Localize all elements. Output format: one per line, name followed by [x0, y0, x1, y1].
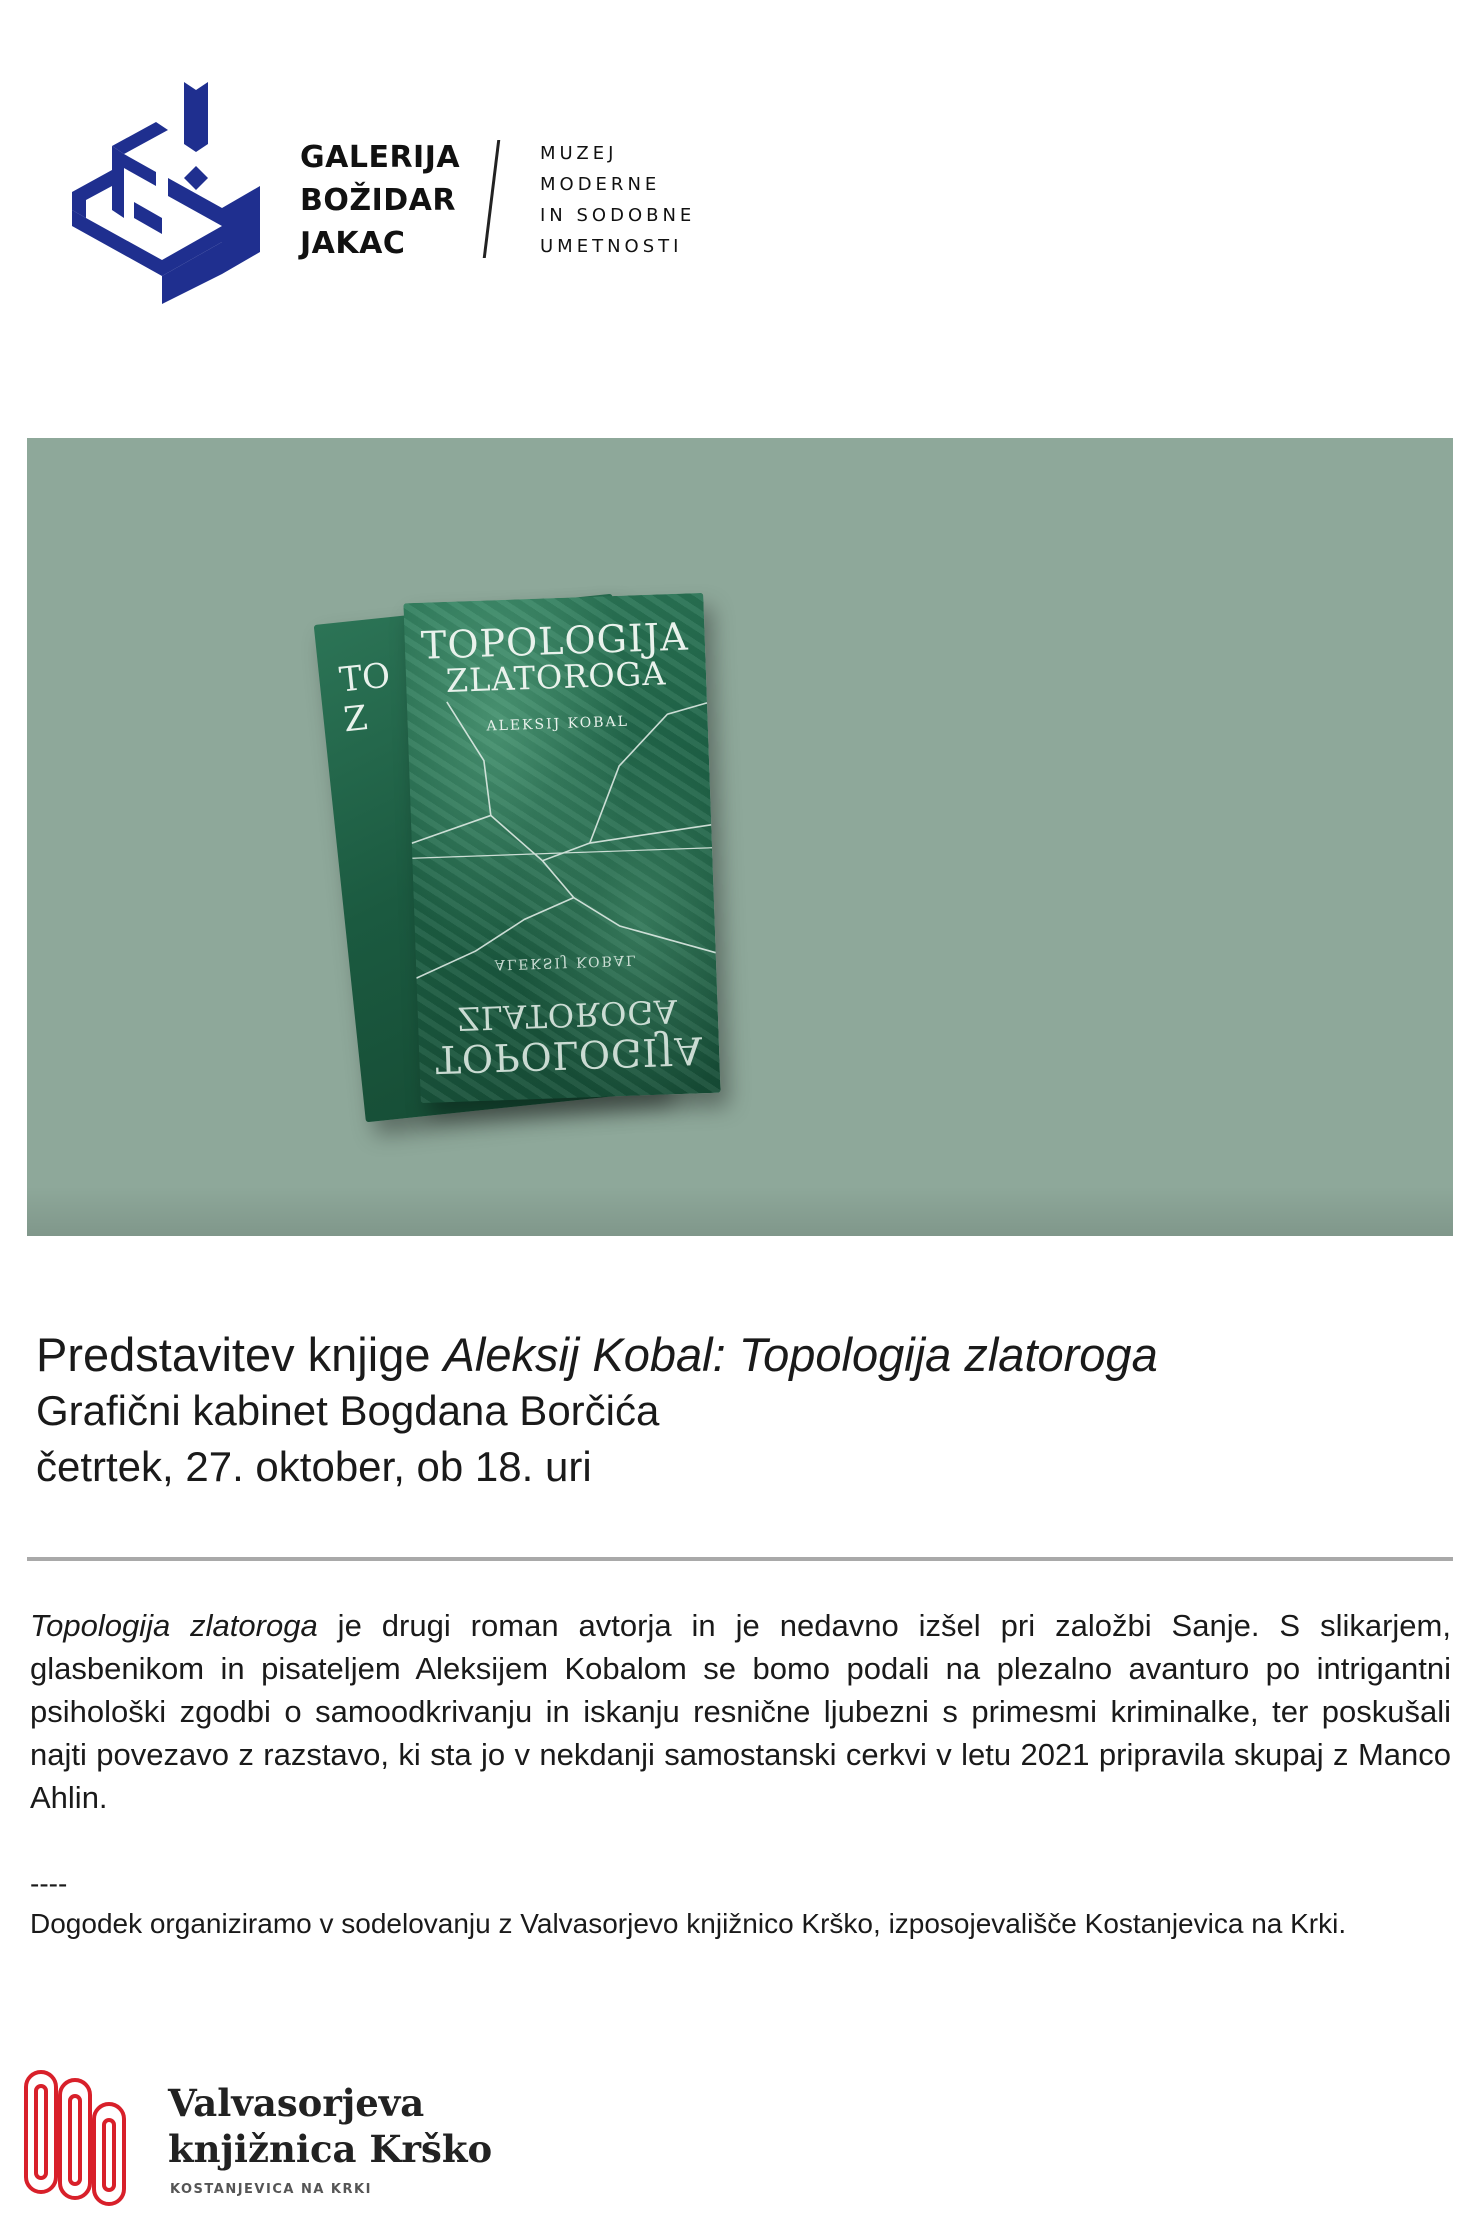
horizontal-divider [27, 1557, 1453, 1561]
gallery-subtitle [540, 138, 695, 262]
gallery-subtitle-line-4: UMETNOSTI [540, 236, 683, 257]
description-text: je drugi roman avtorja in je nedavno izšel pri založbi Sanje. S slikarjem, glasbenikom in pisateljem Aleksijem Kobalom se bomo podali na plezalno avanturo po intrigantni psihološki zgodbi o samoodkrivanju in iskanju resnične ljubezni s primesmi kriminalke, ter poskušali najti povezavo z razstavo, ki sta jo v nekdanji samostanski cerkvi v letu 2021 pripravila skupaj z Manco Ahlin. [30, 1608, 1451, 1815]
book-back-title: TO Z [337, 655, 393, 741]
library-name-line-2: knjižnica Krško [168, 2127, 493, 2171]
gallery-name-line-1: GALERIJA [300, 140, 461, 175]
event-title [36, 1325, 1158, 1385]
hero-image [27, 438, 1453, 1236]
gallery-name-line-2: BOŽIDAR [300, 183, 457, 218]
description-book-title: Topologija zlatoroga [30, 1608, 318, 1643]
gallery-subtitle-line-3: IN SODOBNE [540, 205, 696, 226]
hero-bottom-shadow [27, 1186, 1453, 1236]
book-author: ALEKSIJ KOBAL [486, 713, 630, 735]
event-venue: Grafični kabinet Bogdana Borčića [36, 1387, 660, 1434]
event-description [30, 1604, 1451, 1819]
library-name [168, 2080, 492, 2172]
note-separator: ---- [30, 1868, 68, 1899]
gallery-name [300, 136, 460, 265]
book-author-reflection: ALEKSIJ KOBAL [494, 951, 638, 973]
book-title-reflection-line-1: TOPOLOGIJA [434, 1028, 704, 1082]
cooperation-note: Dogodek organiziramo v sodelovanju z Valvasorjevo knjižnico Krško, izposojevališče Kostanjevica na Krki. [30, 1908, 1347, 1939]
galerija-bozidar-jakac-logo-icon [72, 82, 260, 304]
gallery-subtitle-line-1: MUZEJ [540, 143, 618, 164]
event-title-prefix: Predstavitev knjige [36, 1328, 444, 1381]
event-date: četrtek, 27. oktober, ob 18. uri [36, 1443, 592, 1490]
book-front-cover [403, 593, 720, 1103]
gallery-name-line-3: JAKAC [300, 226, 406, 261]
event-title-book: Aleksij Kobal: Topologija zlatoroga [443, 1328, 1158, 1381]
gallery-subtitle-line-2: MODERNE [540, 174, 661, 195]
book-title-reflection-line-2: ZLATOROGA [457, 992, 679, 1038]
valvasorjeva-knjiznica-logo-icon [22, 2070, 132, 2210]
book-title-line-1: TOPOLOGIJA [420, 614, 690, 668]
logo-separator [483, 140, 500, 258]
library-name-line-1: Valvasorjeva [168, 2081, 425, 2125]
library-branch: KOSTANJEVICA NA KRKI [170, 2182, 372, 2197]
book-title-line-2: ZLATOROGA [445, 654, 667, 700]
